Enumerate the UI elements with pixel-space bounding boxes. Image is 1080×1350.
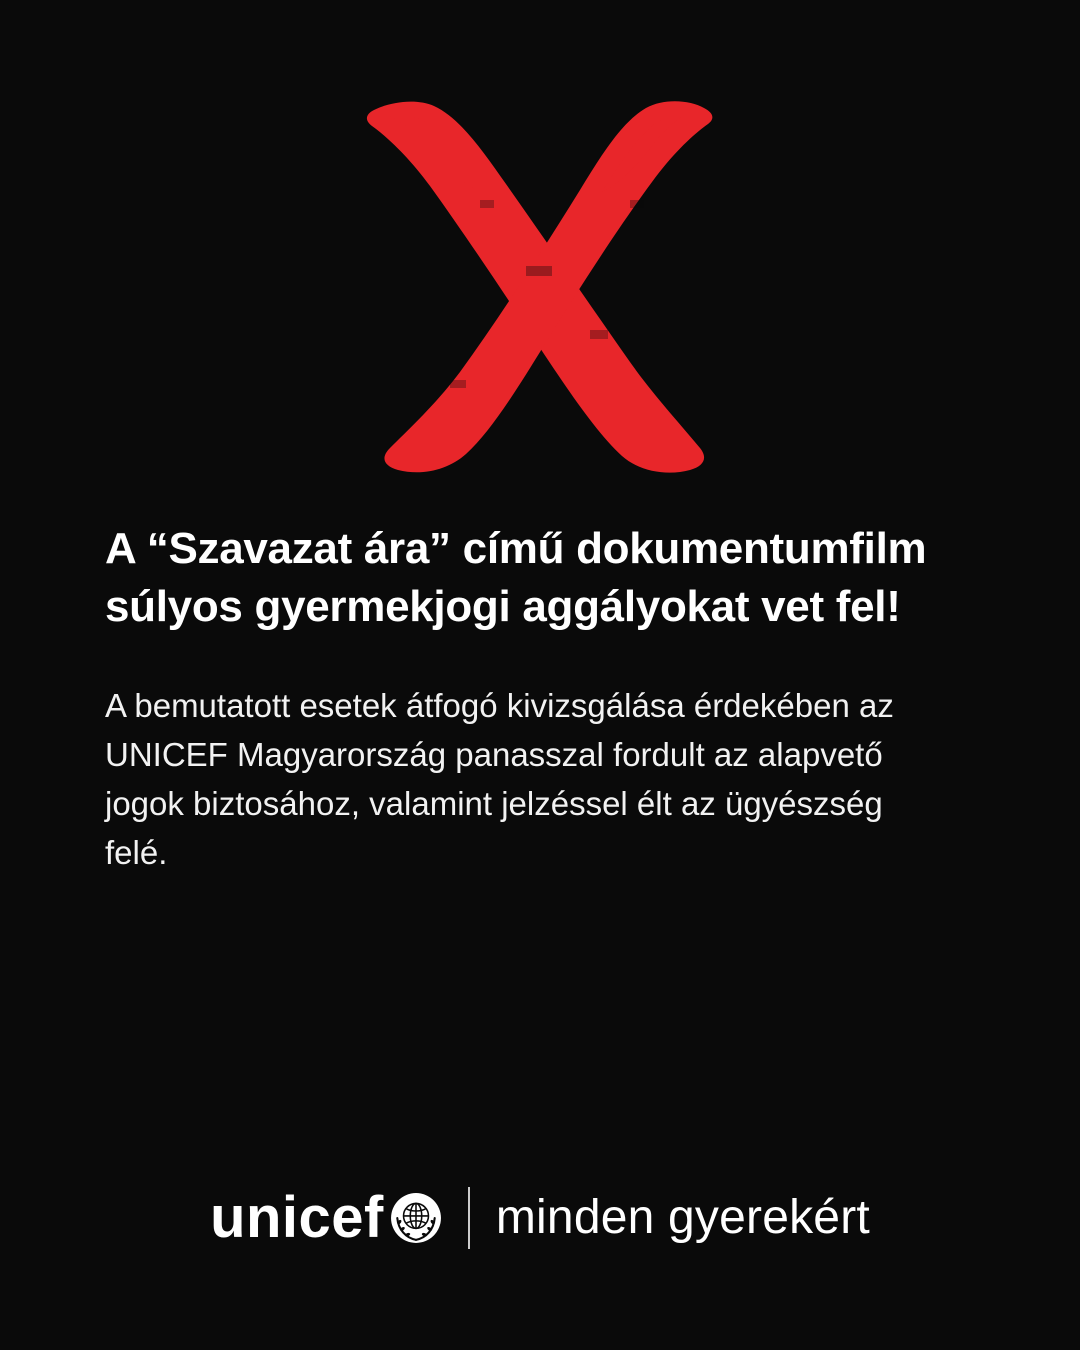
graphic-area [0, 0, 1080, 520]
red-x-brush-stroke-icon [330, 80, 750, 480]
logo-divider [468, 1187, 470, 1249]
un-globe-laurel-emblem-icon [390, 1192, 442, 1244]
logo-tagline: minden gyerekért [495, 1190, 870, 1244]
unicef-wordmark: unicef [210, 1184, 384, 1250]
logo-lockup [0, 1135, 1080, 1350]
headline: A “Szavazat ára” című dokumentumfilm súlyos gyermekjogi aggályokat vet fel! [105, 524, 927, 632]
text-area [0, 520, 1080, 1135]
unicef-logo [210, 1184, 442, 1250]
body-copy: A bemutatott esetek átfogó kivizsgálása érdekében az UNICEF Magyarország panasszal fordult az alapvető jogok biztosához, valamint jelzéssel élt az ügyészség felé. [105, 687, 894, 871]
